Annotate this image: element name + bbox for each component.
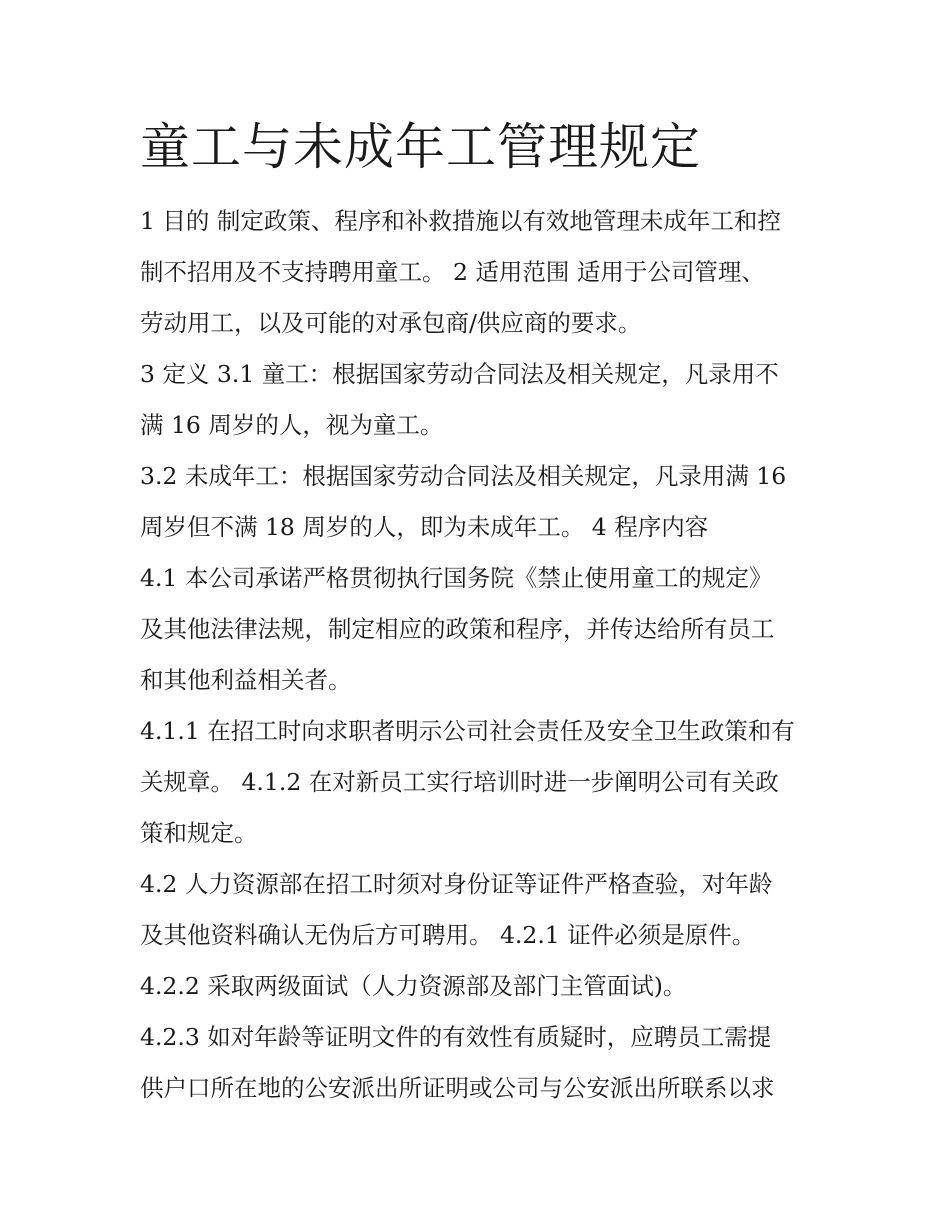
body-line: 4.2.3 如对年龄等证明文件的有效性有质疑时，应聘员工需提 [140, 1023, 772, 1051]
body-line: 供户口所在地的公安派出所证明或公司与公安派出所联系以求 [140, 1074, 775, 1102]
body-line: 4.1.1 在招工时向求职者明示公司社会责任及安全卫生政策和有 [140, 717, 795, 745]
body-line: 1 目的 制定政策、程序和补救措施以有效地管理未成年工和控 [140, 207, 781, 235]
body-line: 3 定义 3.1 童工：根据国家劳动合同法及相关规定，凡录用不 [140, 360, 779, 388]
body-line: 关规章。 4.1.2 在对新员工实行培训时进一步阐明公司有关政 [140, 768, 779, 796]
body-line: 满 16 周岁的人，视为童工。 [140, 411, 444, 439]
body-line: 及其他资料确认无伪后方可聘用。 4.2.1 证件必须是原件。 [140, 921, 756, 949]
body-line: 劳动用工，以及可能的对承包商/供应商的要求。 [140, 309, 642, 337]
body-line: 4.1 本公司承诺严格贯彻执行国务院《禁止使用童工的规定》 [140, 564, 773, 592]
body-line: 及其他法律法规，制定相应的政策和程序，并传达给所有员工 [140, 615, 775, 643]
body-line: 4.2.2 采取两级面试（人力资源部及部门主管面试)。 [140, 972, 687, 1000]
body-line: 3.2 未成年工：根据国家劳动合同法及相关规定，凡录用满 16 [140, 462, 787, 490]
body-line: 策和规定。 [140, 819, 258, 847]
document-title: 童工与未成年工管理规定 [140, 118, 701, 176]
body-line: 4.2 人力资源部在招工时须对身份证等证件严格查验，对年龄 [140, 870, 773, 898]
body-line: 周岁但不满 18 周岁的人，即为未成年工。 4 程序内容 [140, 513, 709, 541]
body-line: 和其他利益相关者。 [140, 666, 352, 694]
body-line: 制不招用及不支持聘用童工。 2 适用范围 适用于公司管理、 [140, 258, 765, 286]
